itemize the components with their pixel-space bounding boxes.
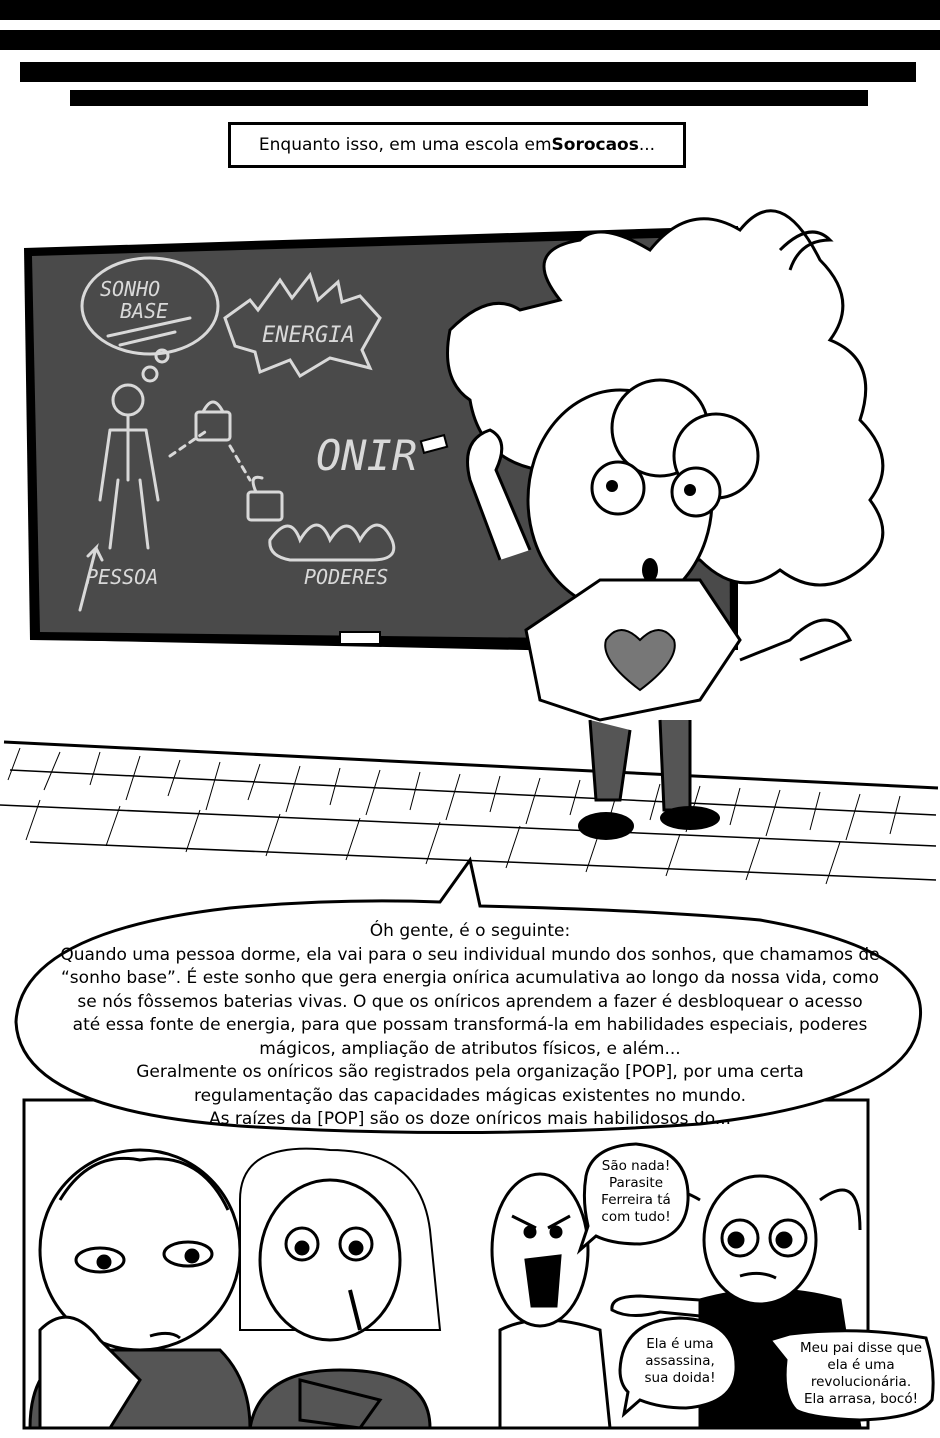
speech-line: Ela arrasa, bocó! xyxy=(803,1391,919,1407)
speech-assassina xyxy=(626,1336,734,1387)
chalk-onir: ONIR xyxy=(316,431,418,480)
speech-line: até essa fonte de energia, para que possam transformá-la em habilidades especiais, poderes xyxy=(72,1015,868,1035)
chalk-poderes: PODERES xyxy=(304,565,389,589)
speech-revolucionaria xyxy=(790,1340,932,1408)
speech-line: As raízes da [POP] são os doze oníricos mais habilidosos do... xyxy=(208,1109,732,1129)
speech-line: ela é uma xyxy=(827,1357,895,1373)
speech-line: regulamentação das capacidades mágicas existentes no mundo. xyxy=(193,1085,747,1106)
speech-line: Ela é uma xyxy=(646,1336,714,1352)
speech-line: sua doida! xyxy=(644,1370,716,1386)
speech-line: Parasite xyxy=(608,1175,663,1191)
speech-line: Quando uma pessoa dorme, ela vai para o seu individual mundo dos sonhos, que chamamos de xyxy=(60,944,880,965)
speech-line: se nós fôssemos baterias vivas. O que os oníricos aprendem a fazer é desbloquear o acesso xyxy=(77,991,863,1012)
caption-place: Sorocaos xyxy=(551,135,639,155)
caption-suffix: ... xyxy=(638,135,656,155)
chalk-sonho: SONHO xyxy=(100,277,161,301)
speech-line: revolucionária. xyxy=(810,1374,912,1390)
speech-line: mágicos, ampliação de atributos físicos, e além... xyxy=(259,1038,681,1059)
teacher-speech xyxy=(30,920,910,1132)
speech-line: com tudo! xyxy=(601,1209,671,1225)
speech-line: assassina, xyxy=(645,1353,715,1369)
speech-line: Ferreira tá xyxy=(601,1192,671,1208)
teacher-character xyxy=(421,211,883,840)
chalk-energia: ENERGIA xyxy=(262,323,355,348)
chalk-base: BASE xyxy=(120,299,169,323)
student-left-boy xyxy=(30,1150,250,1428)
speech-line: “sonho base”. É este sonho que gera energia onírica acumulativa ao longo da nossa vida, como xyxy=(61,968,879,988)
caption-prefix: Enquanto isso, em uma escola em xyxy=(258,135,552,155)
speech-line: São nada! xyxy=(601,1158,671,1174)
speech-sao-nada xyxy=(586,1158,686,1226)
chalk-pessoa: PESSOA xyxy=(86,565,159,589)
speech-line: Meu pai disse que xyxy=(799,1340,923,1356)
speech-line: Geralmente os oníricos são registrados pela organização [POP], por uma certa xyxy=(136,1062,804,1082)
speech-line: Óh gente, é o seguinte: xyxy=(369,921,571,941)
